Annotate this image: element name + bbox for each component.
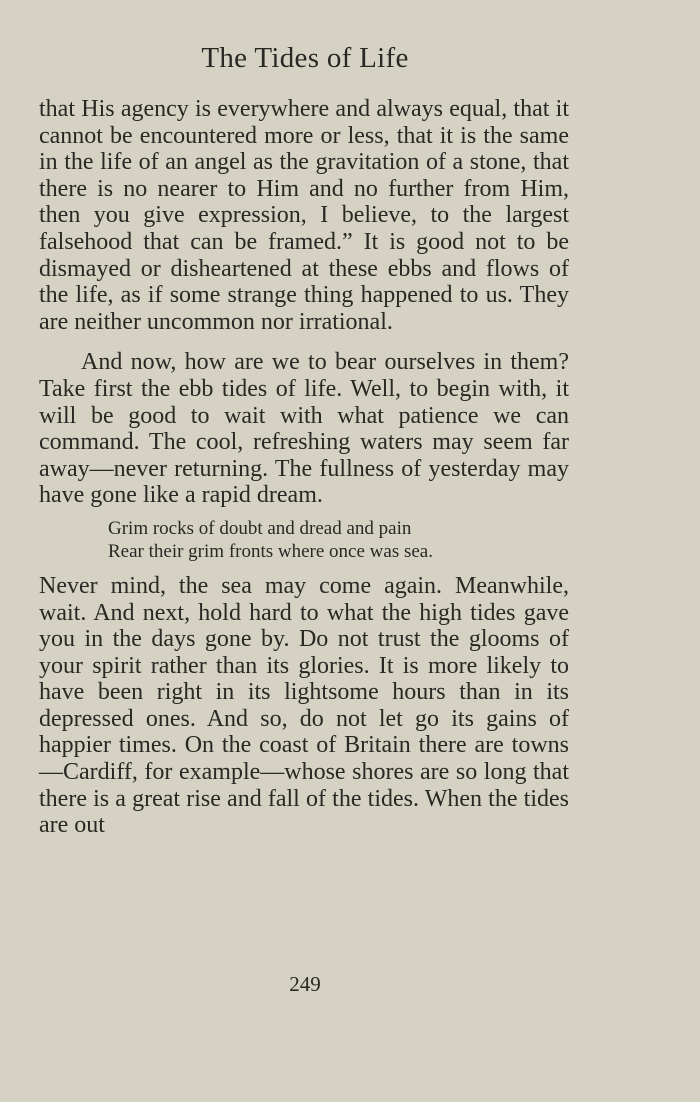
body-text <box>39 96 569 839</box>
page-number: 249 <box>289 972 321 996</box>
paragraph: Never mind, the sea may come again. Meanwhile, wait. And next, hold hard to what the high tides gave you in the days gone by. Do not trust the glooms of your spirit rather than its glories. It is more likely to have been right in its lightsome hours than in its depressed ones. And so, do not let go its gains of happier times. On the coast of Britain there are towns—Cardiff, for example—whose shores are so long that there is a great rise and fall of the tides. When the tides are out <box>39 572 569 839</box>
running-head: The Tides of Life <box>201 42 409 74</box>
verse-line: Grim rocks of doubt and dread and pain <box>108 517 412 539</box>
paragraph-gap <box>39 335 569 349</box>
paragraph-continued: that His agency is everywhere and always equal, that it cannot be encountered more or less, that it is the same in the life of an angel as the gravitation of a stone, that there is no nearer to Him and no further from Him, then you give expression, I believe, to the largest falsehood that can be framed.” It is good not to be dismayed or disheartened at these ebbs and flows of the life, as if some strange thing happened to us. They are neither uncommon nor irrational. <box>39 96 569 335</box>
paragraph: And now, how are we to bear ourselves in them? Take first the ebb tides of life. Well, to begin with, it will be good to wait with what patience we can command. The cool, refreshing waters may seem far away—never returning. The fullness of yesterday may have gone like a rapid dream. <box>39 349 569 509</box>
verse-line: Rear their grim fronts where once was sea. <box>108 540 433 562</box>
verse-quote <box>39 517 569 563</box>
